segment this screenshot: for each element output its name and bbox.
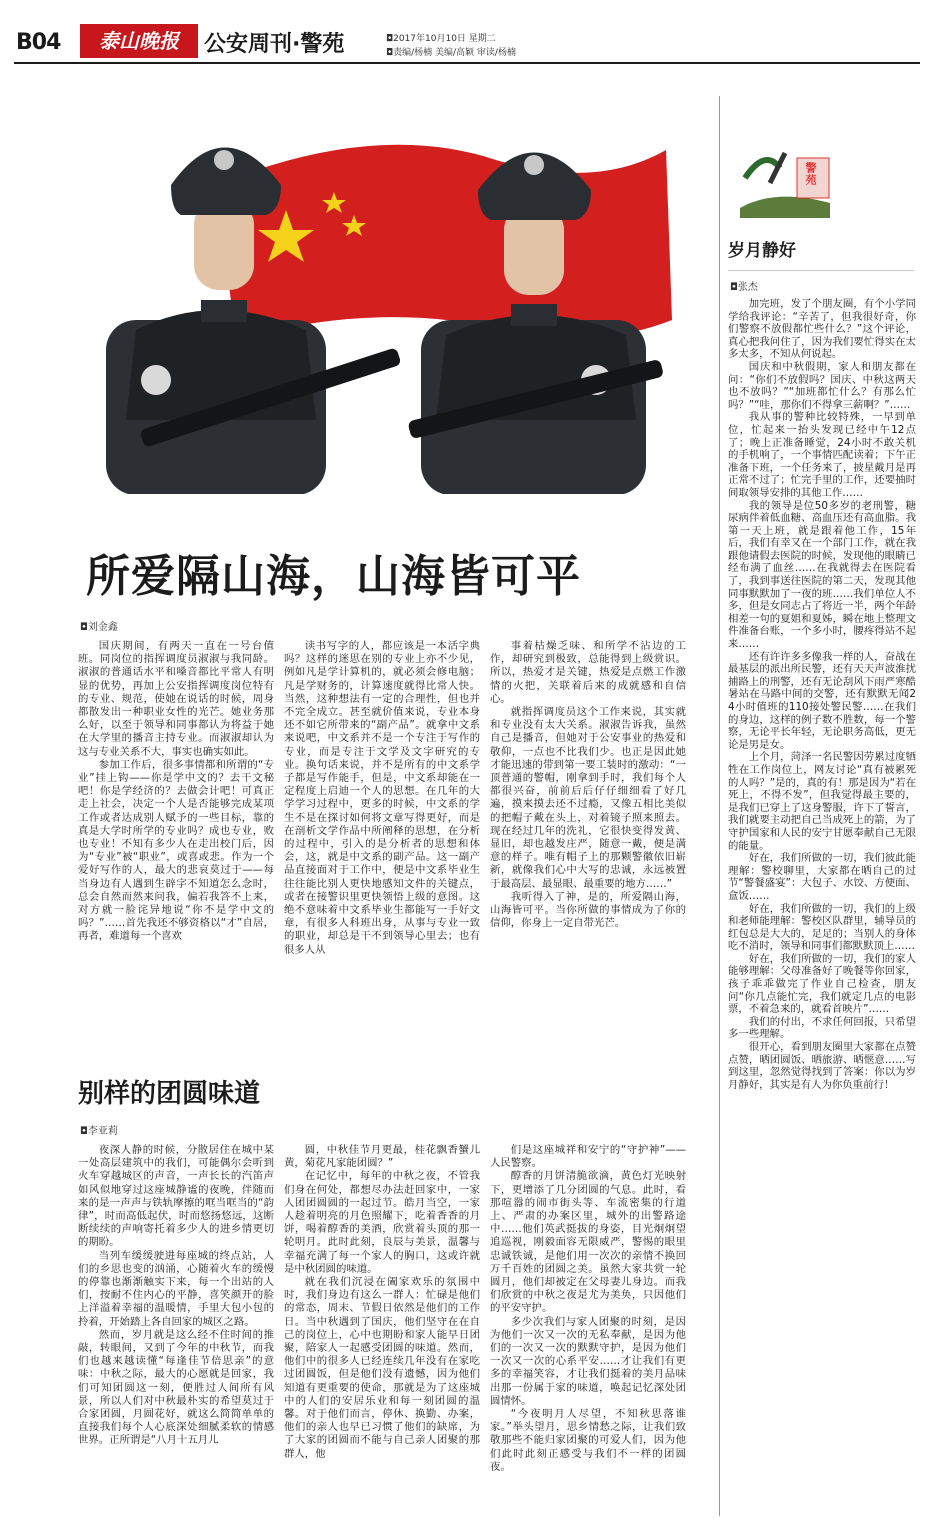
paragraph: 很开心，看到朋友圈里大家都在点赞点赞，晒团圆饭、晒旅游、晒惬意……写到这里，忽然觉得找到了答案：你以为岁月静好，其实是有人为你负重前行！ [728, 1041, 916, 1091]
paragraph: 醇香的月饼清脆欲滴，黄色灯光映射下，更增添了几分团圆的气息。此时，看那喧嚣的闹市街头等、车流密集的行道上、严肃的办案区里，城外的出警路途中……他们英武挺拔的身姿，目光炯炯望追巡视，刚毅面容无限威严，警惕的眼里忠诚铁诚，是他们用一次次的亲情不换回万千百姓的团圆之美。虽然大家共赏一轮圆月，他们却被定在父母妻儿身边。而我们欣赏的中秋之夜是尤为美奂，只因他们的平安守护。 [490, 1170, 686, 1315]
paragraph: 上个月，菏泽一名民警因劳累过度牺牲在工作岗位上，网友讨论“真有被累死的人吗？”是的，真的有！那是因为“若在死上，不得不发”，但我觉得最主要的，是我们已穿上了这身警服，许下了誓言，我们就要主动把自己当成死上的箭，为了守护国家和人民的安宁甘愿奉献自己无限的能量。 [728, 751, 916, 852]
paragraph: 我的领导是位50多岁的老刑警，糖尿病伴着低血糖、高血压还有高血脂。我第一天上班，就是跟着他工作，15年后，我们有幸又在一个部门工作，就在我跟他请假去医院的时候，发现他的眼睛已经布满了血丝……在我就得去在医院看了，我到事送往医院的第二天，发现其他同事默默加了一夜的班……我们单位人不多，但是女同志占了将近一半，两个年龄相差一句的夏姐和夏姊，瞬在地上整理文件准备台账，一个多小时，腰疼得站不起来…… [728, 499, 916, 651]
header-rule [14, 62, 920, 64]
side-badge-label: 警苑 [804, 162, 817, 186]
paragraph: 读书写字的人，都应该是一本活字典吗？这样的迷思在别的专业上亦不少见，例如凡是学计算机的，就必须会修电脑；凡是学财务的，计算速度就得比常人快。当然，这种想法有一定的合理性，但也并不完全成立。甚至就价值来说，专业本身还不如它所带来的“副产品”。就拿中文系来说吧，中文系并不是一个专注于写作的专业，而是专注于文学及文字研究的专业。换句话来说，并不是所有的中文系学子都是写作能手，但是，中文系却能在一定程度上启迪一个人的思想。在几年的大学学习过程中，更多的时候，中文系的学生不是在探讨如何将文章写得更好，而是在剖析文学作品中所阐释的思想，在分析的过程中，引入的是分析者的思想和体会，这，就是中文系的副产品。这一副产品直接面对于工作中，便是中文系毕业生往往能比别人更快地感知文件的关键点，或者在接警识里更快领悟上级的意图。这绝不意味着中文系毕业生都能写一手好文章，有很多人科班出身，从事与专业一致的职业，却总是干不到领导心里去；也有很多人从 [284, 640, 480, 956]
date-line: ◘2017年10月10日 星期二 [386, 34, 496, 44]
paragraph: 们是这座城祥和安宁的“守护神”——人民警察。 [490, 1144, 686, 1170]
side-article-body [728, 298, 916, 1091]
paragraph: 我从事的警种比较特殊，一早到单位，忙起来一抬头发现已经中午12点了；晚上正准备睡觉，24小时不敢关机的手机响了，一个事情匹配读着；下午正准备下班，一个任务来了，披星戴月是再正常不过了；忙完手里的工作，还要抽时间取领导安排的其他工作…… [728, 411, 916, 499]
paragraph: 参加工作后，很多事情都和所谓的“专业”挂上钩——你是学中文的？去干文秘吧！你是学经济的？去做会计吧！可真正走上社会，决定一个人是否能够完成某项工作或者达成别人赋予的一些目标，靠的真是大学时所学的专业吗？成也专业，败也专业！不知有多少人在走出校门后，因为“专业”被“职业”，或喜或悲。作为一个爱好写作的人，最大的悲哀莫过于——每当身边有人遇到生辟字不知道怎么念时，总会自然而然来问我，偏若我答不上来，对方就一脸诧异地说“你不是学中文的吗？”……首先我还不够资格以“才”自居，再者，难道每一个喜欢 [78, 758, 274, 943]
second-article-col1 [78, 1144, 274, 1448]
paragraph: 好在，我们所做的一切，我们的上级和老师能理解：警校区队群里，辅导员的红包总是大大的，足足的；当别人的身体吃不消时，领导和同事们都默默顶上…… [728, 902, 916, 953]
paragraph: 好在，我们所做的一切，我们的家人能够理解：父母准备好了晚餐等你回家，孩子乖乖做完了作业自己检查，朋友问“你几点能忙完，我们就定几点的电影票，不着急来的，就看首映片”…… [728, 952, 916, 1016]
main-article-col1 [78, 640, 274, 944]
paragraph: 我们的付出，不求任何回报，只希望多一些理解。 [728, 1015, 916, 1041]
paragraph: 事着枯燥乏味、和所学不沾边的工作，却研究到极致，总能得到上级赏识。所以，热爱才是关键，热爱是点燃工作激情的火把，关联着后来的成就感和自信心。 [490, 640, 686, 705]
main-article-col3 [490, 640, 686, 930]
paragraph: 就在我们沉浸在阖家欢乐的氛围中时，我们身边有这么一群人：忙碌是他们的常态，周末、节假日依然是他们的工作日。当中秋遇到了国庆，他们坚守在在自己的岗位上，心中也期盼和家人能早日团聚，陪家人一起感受团圆的味道。然而，他们中的很多人已经连续几年没有在家吃过团圆饭，但是他们没有遗憾，因为他们知道有更重要的使命，那就是为了这座城中的人们的安居乐业和每一刻团圆的温馨。对于他们而言，停休、换勤、办案，他们的亲人也早已习惯了他们的缺席，为了大家的团圆而不能与自己亲人团聚的那群人，他 [284, 1276, 480, 1460]
newspaper-logo: 泰山晚报 [80, 24, 198, 58]
paragraph: 夜深人静的时候，分散居住在城中某一处高层建筑中的我们，可能偶尔会听到火车穿越城区的声音，一声长长的汽笛声如风似地穿过这座城静谧的夜晚，伴随而来的是一声声与铁轨摩擦的哐当哐当的“韵律”，时而高低起伏，时而悠扬悠远，这断断续续的声响寄托着多少人的进乡情更切的期盼。 [78, 1144, 274, 1249]
main-article-col2 [284, 640, 480, 957]
paragraph: 然而，岁月就是这么经不住时间的推敲，转眼间，又到了今年的中秋节，而我们也越来越读懂“每逢佳节倍思亲”的意味：中秋之际，最大的心愿就是回家，我们可知团圆这一刻，便胜过人间所有风景，所以人们对中秋最朴实的希望莫过于合家团圆，月圆花好，就这么简简单单的直接我们每个人心底深处细腻柔软的情感世界。正所谓是“八月十五月儿 [78, 1328, 274, 1447]
side-article-byline: ◘张杰 [730, 282, 758, 293]
paragraph: 当列车缓缓驶进每座城的终点站，人们的乡思也变的汹涌，心随着火车的缓慢的停靠也渐渐触实下来，每一个出站的人们，按耐不住内心的平静，喜笑颜开的脸上洋溢着幸福的温暖情，手里大包小包的拎着，开始踏上各自回家的城区之路。 [78, 1249, 274, 1328]
paragraph: 就指挥调度员这个工作来说，其实就和专业没有太大关系。淑淑告诉我，虽然自己是播音，但她对于公安事业的热爱和敬仰，一点也不比我们少。也正是因此她才能迅速的带到第一要工装时的激动：“一顶普通的警帽，刚拿到手时，我们每个人都很兴奋，前前后后仔仔细细看了好几遍，摸来摸去还不过瘾，又像五相比美似的把帽子戴在头上，对着镜子照来照去。现在经过几年的洗礼，它很快变得发黄、显旧，却也越发庄严，随意一戴，便是满意的样子。唯有帽子上的那颗警徽依旧崭新，就像我们心中大写的忠诚，永远被置于最高层、最显眼、最重要的地方……” [490, 706, 686, 890]
paragraph: “今夜明月人尽望，不知秋思落谁家。”举头望月，思乡情愁之际，让我们致敬那些不能归家团聚的可爱人们，因为他们此时此刻正感受与我们不一样的团圆夜。 [490, 1408, 686, 1473]
paragraph: 我听得入了神，是的，所爱隔山海，山海皆可平。当你所做的事情成为了你的信仰，你身上一定自带光芒。 [490, 890, 686, 930]
paragraph: 国庆和中秋假期，家人和朋友都在问：“你们不放假吗？国庆、中秋这两天也不放吗？”“加班都忙什么？有那么忙吗？”“哇，那你们不得拿三薪啊？”…… [728, 360, 916, 411]
section-title: 公安周刊·警苑 [204, 32, 345, 57]
paragraph: 多少次我们与家人团聚的时刻，是因为他们一次又一次的无私奉献，是因为他们的一次又一次的默默守护，是因为他们一次又一次的心系平安……才让我们有更多的幸福笑容，才让我们挺着的美月品味出那一份属于家的味道，唤起记忆深处团圆情怀。 [490, 1315, 686, 1407]
side-badge-art [735, 138, 835, 218]
side-title-rule [728, 270, 914, 271]
paragraph: 在记忆中，每年的中秋之夜，不管我们身在何处，都想尽办法赶回家中，一家人团团圆圆的一起过节。皓月当空，一家人趁着明亮的月色照耀下，吃着香香的月饼，喝着醇香的美酒，欣赏着头顶的那一轮明月。此时此刻，良辰与美景，温馨与幸福充满了每一个家人的胸口，这或许就是中秋团圆的味道。 [284, 1170, 480, 1275]
column-divider [719, 96, 720, 1516]
paragraph: 加完班，发了个朋友圈，有个小学同学给我评论：“辛苦了，但我很好奇，你们警察不放假都忙些什么？”这个评论，真心把我问住了，因为我们要忙得实在太多太多，不知从何说起。 [728, 298, 916, 361]
paragraph: 国庆期间，有两天一直在一号台值班。同岗位的指挥调度员淑淑与我同龄。淑淑的普通话水平和嗓音都比平常人有明显的优势，再加上公安指挥调度岗位特有的专业、规范，使她在说话的时候，周身都散发出一种职业女性的光芒。她业务那么好，以至于领导和同事都认为将益于她在大学里的播音主持专业。而淑淑却认为这与专业关系不大，事实也确实如此。 [78, 640, 274, 758]
second-article-title: 别样的团圆味道 [78, 1079, 261, 1109]
paragraph: 还有许许多多像我一样的人，奋战在最基层的派出所民警，还有天天声波淮扰捕路上的刑警，还有无论刮风下雨严寒酷暑站在马路中间的交警，还有默默无闻24小时值班的110接处警民警……在我们的身边，这样的例子数不胜数，每一个警察，无论平长年轻，无论职务高低，更无论是男是女。 [728, 650, 916, 751]
second-article-col2 [284, 1144, 480, 1461]
paragraph: 好在，我们所做的一切，我们彼此能理解：警校聊里，大家都在晒自己的过节“警餐盛宴”：大包子、水饺、方便面、盒饭…… [728, 852, 916, 902]
second-article-col3 [490, 1144, 686, 1474]
main-article-title: 所爱隔山海，山海皆可平 [86, 551, 581, 602]
main-article-byline: ◘刘金鑫 [80, 622, 118, 633]
police-illustration [76, 90, 672, 494]
side-article-title: 岁月静好 [728, 241, 796, 261]
page-number: B04 [16, 30, 61, 55]
second-article-byline: ◘李亚莉 [80, 1126, 118, 1137]
editor-line: ◘责编/杨楠 美编/高颖 审读/杨楠 [386, 48, 516, 58]
paragraph: 圆，中秋佳节月更最，桂花飘香蟹儿黄，菊花凡家能团圆？” [284, 1144, 480, 1170]
